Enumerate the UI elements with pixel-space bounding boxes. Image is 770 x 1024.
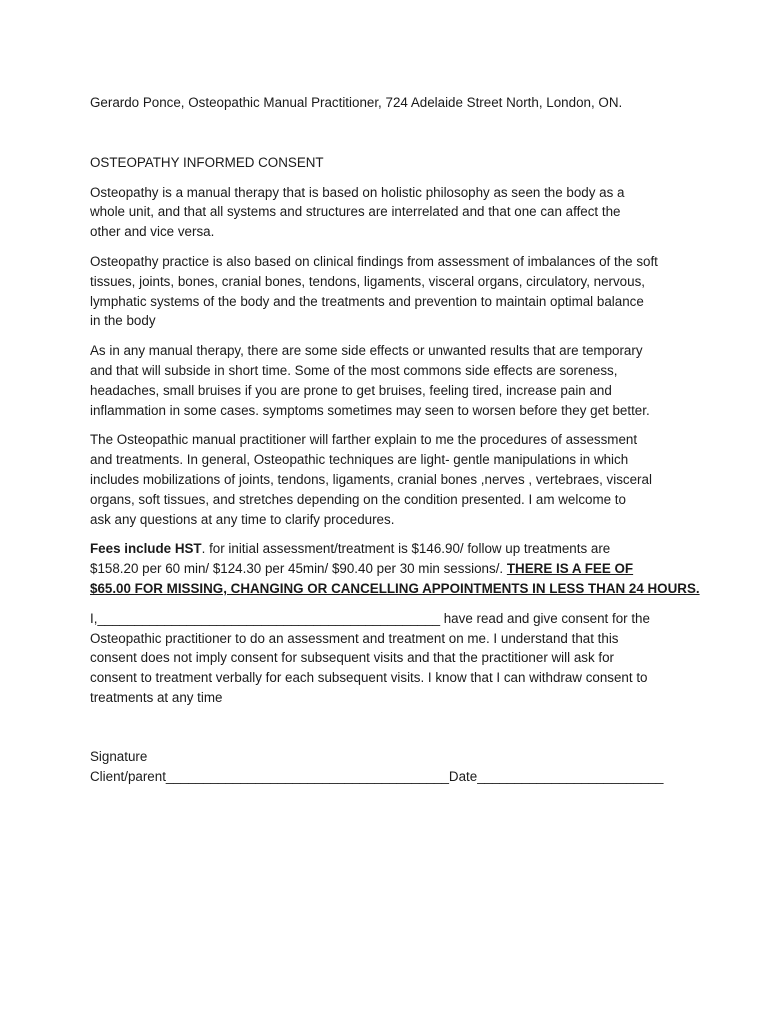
document-title: OSTEOPATHY INFORMED CONSENT: [90, 154, 324, 170]
text-line: and that will subside in short time. Some of the most commons side effects are soreness,: [90, 362, 618, 378]
text-line: other and vice versa.: [90, 224, 215, 240]
practitioner-header: Gerardo Ponce, Osteopathic Manual Practitioner, 724 Adelaide Street North, London, ON.: [90, 95, 623, 110]
text-line: headaches, small bruises if you are prone to get bruises, feeling tired, increase pain and: [90, 382, 612, 398]
fees-line-1: [90, 539, 682, 559]
signature-label: Signature: [90, 748, 148, 764]
text-line: consent to treatment verbally for each subsequent visits. I know that I can withdraw consent to: [90, 670, 648, 686]
cancellation-fee-notice-start: THERE IS A FEE OF: [506, 561, 634, 577]
text-line: includes mobilizations of joints, tendons, ligaments, cranial bones ,nerves , vertebraes, visceral: [90, 471, 652, 487]
cancellation-fee-notice-end: $65.00 FOR MISSING, CHANGING OR CANCELLING APPOINTMENTS IN LESS THAN 24 HOURS.: [90, 580, 700, 596]
text-line: consent does not imply consent for subsequent visits and that the practitioner will ask for: [90, 650, 615, 666]
text-line: tissues, joints, bones, cranial bones, tendons, ligaments, visceral organs, circulatory, nervous,: [90, 273, 645, 289]
paragraph-consent: [90, 609, 682, 708]
paragraph-osteopathy-definition: [90, 183, 682, 242]
text-line: inflammation in some cases. symptoms sometimes may seen to worsen before they get better.: [90, 402, 650, 418]
fees-line-1-text: . for initial assessment/treatment is $146.90/ follow up treatments are: [201, 541, 611, 557]
text-line: As in any manual therapy, there are some side effects or unwanted results that are temporary: [90, 343, 643, 359]
paragraph-clinical-findings: [90, 252, 682, 331]
signature-block: [90, 747, 682, 787]
fees-label: Fees include HST: [90, 541, 202, 557]
client-signature-date-line: Client/parent______________________________________Date_________________________: [90, 768, 664, 784]
text-line: in the body: [90, 313, 156, 329]
text-line: The Osteopathic manual practitioner will farther explain to me the procedures of assessment: [90, 432, 638, 448]
text-line: ask any questions at any time to clarify procedures.: [90, 511, 395, 527]
fees-line-2-text: $158.20 per 60 min/ $124.30 per 45min/ $90.40 per 30 min sessions/.: [90, 561, 507, 577]
text-line: organs, soft tissues, and stretches depending on the condition presented. I am welcome to: [90, 491, 626, 507]
fees-line-2: [90, 559, 682, 579]
text-line: Osteopathy practice is also based on clinical findings from assessment of imbalances of the soft: [90, 253, 658, 269]
fees-line-3: [90, 579, 700, 599]
paragraph-fees: [90, 539, 700, 598]
text-line: Osteopathy is a manual therapy that is based on holistic philosophy as seen the body as a: [90, 184, 625, 200]
text-line: lymphatic systems of the body and the treatments and prevention to maintain optimal balance: [90, 293, 644, 309]
text-line: treatments at any time: [90, 689, 223, 705]
text-line: and treatments. In general, Osteopathic techniques are light- gentle manipulations in which: [90, 452, 629, 468]
paragraph-procedures: [90, 430, 682, 529]
text-line: Osteopathic practitioner to do an assessment and treatment on me. I understand that this: [90, 630, 619, 646]
consent-document: [90, 93, 700, 786]
text-line: whole unit, and that all systems and structures are interrelated and that one can affect the: [90, 204, 621, 220]
consent-name-line: I,______________________________________________ have read and give consent for the: [90, 610, 650, 626]
paragraph-side-effects: [90, 341, 682, 420]
